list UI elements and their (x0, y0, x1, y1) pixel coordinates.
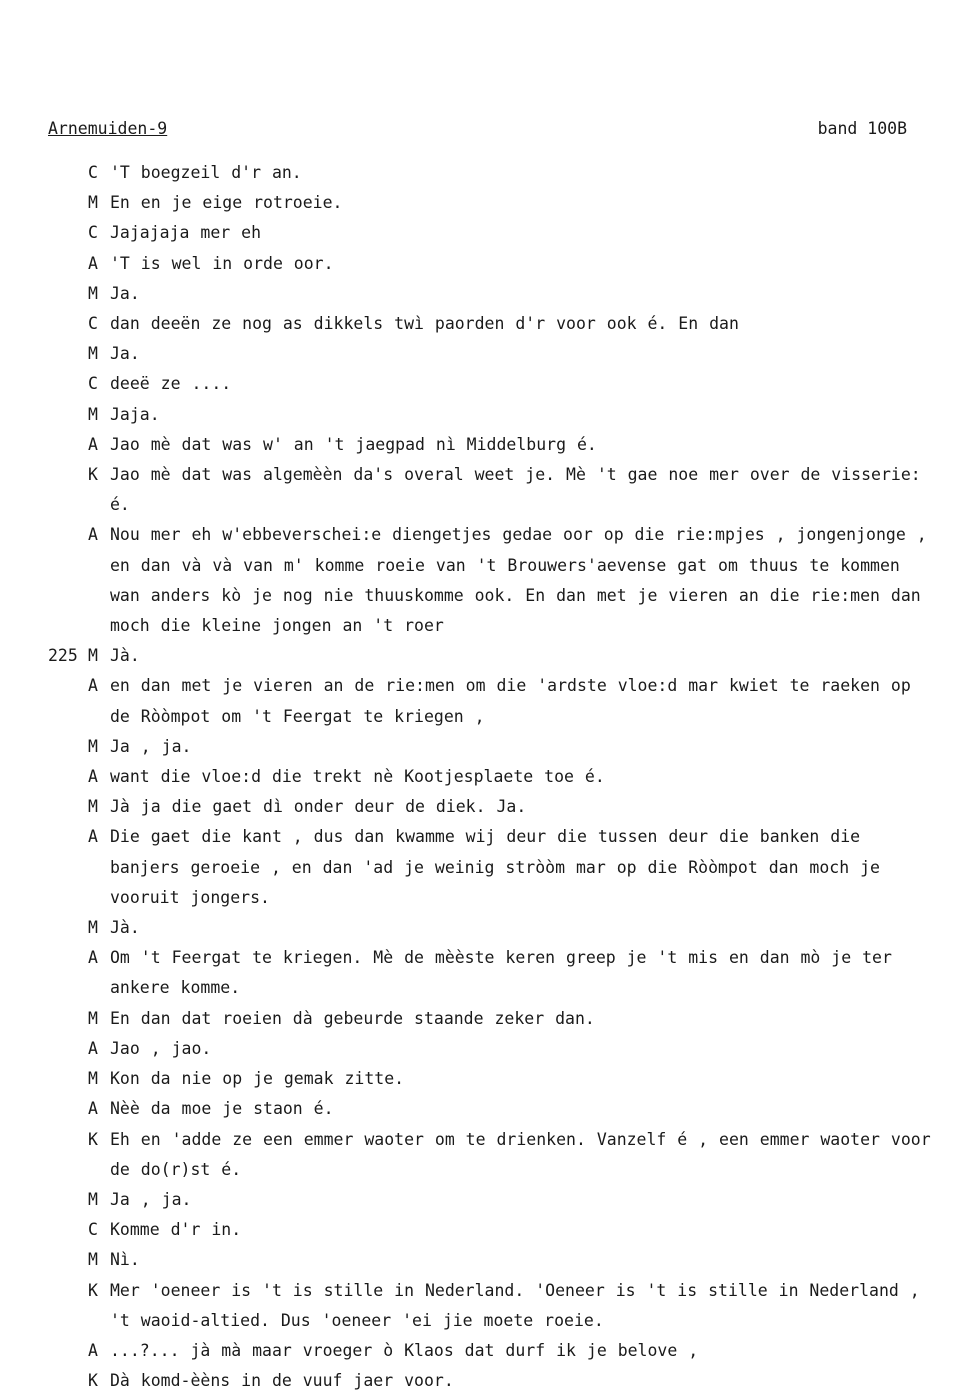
transcript-turn (0, 1094, 973, 1124)
speaker-label: M (88, 1069, 98, 1089)
transcript-turn (0, 430, 973, 460)
speaker-label: M (88, 736, 98, 756)
transcript-turn (0, 309, 973, 339)
speaker-label: C (88, 223, 98, 243)
transcript-turn (0, 943, 973, 1003)
speaker-label: M (88, 797, 98, 817)
transcript-turn (0, 1185, 973, 1215)
speaker-label: A (88, 948, 98, 968)
speaker-label: M (88, 1008, 98, 1028)
utterance-text: 'T is wel in orde oor. (110, 253, 334, 273)
speaker-label: A (88, 1099, 98, 1119)
utterance-text: Jaja. (110, 404, 160, 424)
speaker-label: C (88, 163, 98, 182)
transcript-turn (0, 279, 973, 309)
utterance-text: Komme d'r in. (110, 1220, 242, 1240)
line-number: 225 (48, 646, 78, 666)
transcript-turn (0, 188, 973, 218)
speaker-label: K (88, 1371, 98, 1391)
utterance-text: Ja. (110, 283, 140, 303)
transcript-turn (0, 671, 973, 731)
utterance-text: Kon da nie op je gemak zitte. (110, 1069, 405, 1089)
utterance-text: Ja. (110, 344, 140, 364)
transcript-turn (0, 1215, 973, 1245)
speaker-label: C (88, 1220, 98, 1240)
utterance-text: Jà. (110, 646, 140, 666)
speaker-label: M (88, 193, 98, 213)
transcript-turn (0, 1276, 973, 1336)
speaker-label: K (88, 465, 98, 485)
utterance-text: Nèè da moe je staon é. (110, 1099, 334, 1119)
speaker-label: A (88, 434, 98, 454)
transcript-turn (0, 1125, 973, 1185)
speaker-label: K (88, 1280, 98, 1300)
transcript-turn (0, 520, 973, 641)
transcript-turn (0, 249, 973, 279)
speaker-label: M (88, 646, 98, 666)
transcript-turn (0, 1064, 973, 1094)
utterance-text: ...?... jà mà maar vroeger ò Klaos dat durf ik je belove , (110, 1340, 699, 1360)
transcript-turn (0, 218, 973, 248)
utterance-text: Eh en 'adde ze een emmer waoter om te drienken. Vanzelf é , een emmer waoter voor de do(r)st é. (110, 1129, 931, 1179)
page-header (48, 119, 907, 141)
utterance-text: Nì. (110, 1250, 140, 1270)
utterance-text: En dan dat roeien dà gebeurde staande zeker dan. (110, 1008, 595, 1028)
transcript-turn (0, 1004, 973, 1034)
utterance-text: deeë ze .... (110, 374, 232, 394)
speaker-label: M (88, 283, 98, 303)
speaker-label: A (88, 1340, 98, 1360)
utterance-text: Ja , ja. (110, 736, 192, 756)
utterance-text: Jà. (110, 918, 140, 938)
speaker-label: A (88, 253, 98, 273)
speaker-label: K (88, 1129, 98, 1149)
speaker-label: A (88, 767, 98, 787)
transcript-turn (0, 158, 973, 188)
transcript-turn (0, 913, 973, 943)
transcript-turn (0, 1336, 973, 1366)
tape-label: band 100B (817, 119, 907, 138)
speaker-label: A (88, 676, 98, 696)
utterance-text: want die vloe:d die trekt nè Kootjesplaete toe é. (110, 767, 605, 787)
utterance-text: Jao mè dat was w' an 't jaegpad nì Middelburg é. (110, 434, 597, 454)
document-title: Arnemuiden-9 (48, 119, 168, 138)
speaker-label: C (88, 314, 98, 334)
transcript-turn (0, 400, 973, 430)
speaker-label: C (88, 374, 98, 394)
transcript-turn (0, 641, 973, 671)
utterance-text: Mer 'oeneer is 't is stille in Nederland. 'Oeneer is 't is stille in Nederland , 't waoid-altied. Dus 'oeneer 'ei jie moete roeie. (110, 1280, 920, 1330)
utterance-text: Jajajaja mer eh (110, 223, 262, 243)
speaker-label: M (88, 404, 98, 424)
transcript-turn (0, 732, 973, 762)
utterance-text: Ja , ja. (110, 1189, 192, 1209)
speaker-label: M (88, 344, 98, 364)
utterance-text: Om 't Feergat te kriegen. Mè de mèèste keren greep je 't mis en dan mò je ter ankere komme. (110, 948, 892, 998)
utterance-text: Dà komd-èèns in de vuuf jaer voor. (110, 1371, 454, 1391)
transcript-turn (0, 762, 973, 792)
speaker-label: M (88, 918, 98, 938)
utterance-text: En en je eige rotroeie. (110, 193, 343, 213)
transcript-turn (0, 1245, 973, 1275)
transcript-turn (0, 369, 973, 399)
utterance-text: Die gaet die kant , dus dan kwamme wij deur die tussen deur die banken die banjers geroeie , en dan 'ad je weinig stròòm mar op die Ròòmpot dan moch je vooruit jongers. (110, 827, 880, 907)
speaker-label: M (88, 1250, 98, 1270)
utterance-text: Jao mè dat was algemèèn da's overal weet je. Mè 't gae noe mer over de visserie: é. (110, 465, 921, 515)
utterance-text: Jao , jao. (110, 1038, 212, 1058)
utterance-text: 'T boegzeil d'r an. (110, 163, 302, 182)
speaker-label: A (88, 525, 98, 545)
speaker-label: M (88, 1189, 98, 1209)
utterance-text: Jà ja die gaet dì onder deur de diek. Ja. (110, 797, 527, 817)
speaker-label: A (88, 1038, 98, 1058)
utterance-text: en dan met je vieren an de rie:men om die 'ardste vloe:d mar kwiet te raeken op de Ròòmpot om 't Feergat te kriegen , (110, 676, 911, 726)
transcript-turn (0, 1034, 973, 1064)
transcript-turn (0, 339, 973, 369)
transcript-turn (0, 822, 973, 913)
transcript-turn (0, 1366, 973, 1396)
transcript-body (0, 158, 973, 1396)
utterance-text: dan deeën ze nog as dikkels twì paorden d'r voor ook é. En dan (110, 314, 739, 334)
speaker-label: A (88, 827, 98, 847)
transcript-turn (0, 460, 973, 520)
transcript-turn (0, 792, 973, 822)
utterance-text: Nou mer eh w'ebbeverschei:e diengetjes gedae oor op die rie:mpjes , jongenjonge , en dan và và van m' komme roeie van 't Brouwers'aevense gat om thuus te kommen wan anders kò je nog nie thuuskomme ook. En dan met je vieren an die rie:men dan moch die kleine jongen an 't roer (110, 525, 927, 636)
